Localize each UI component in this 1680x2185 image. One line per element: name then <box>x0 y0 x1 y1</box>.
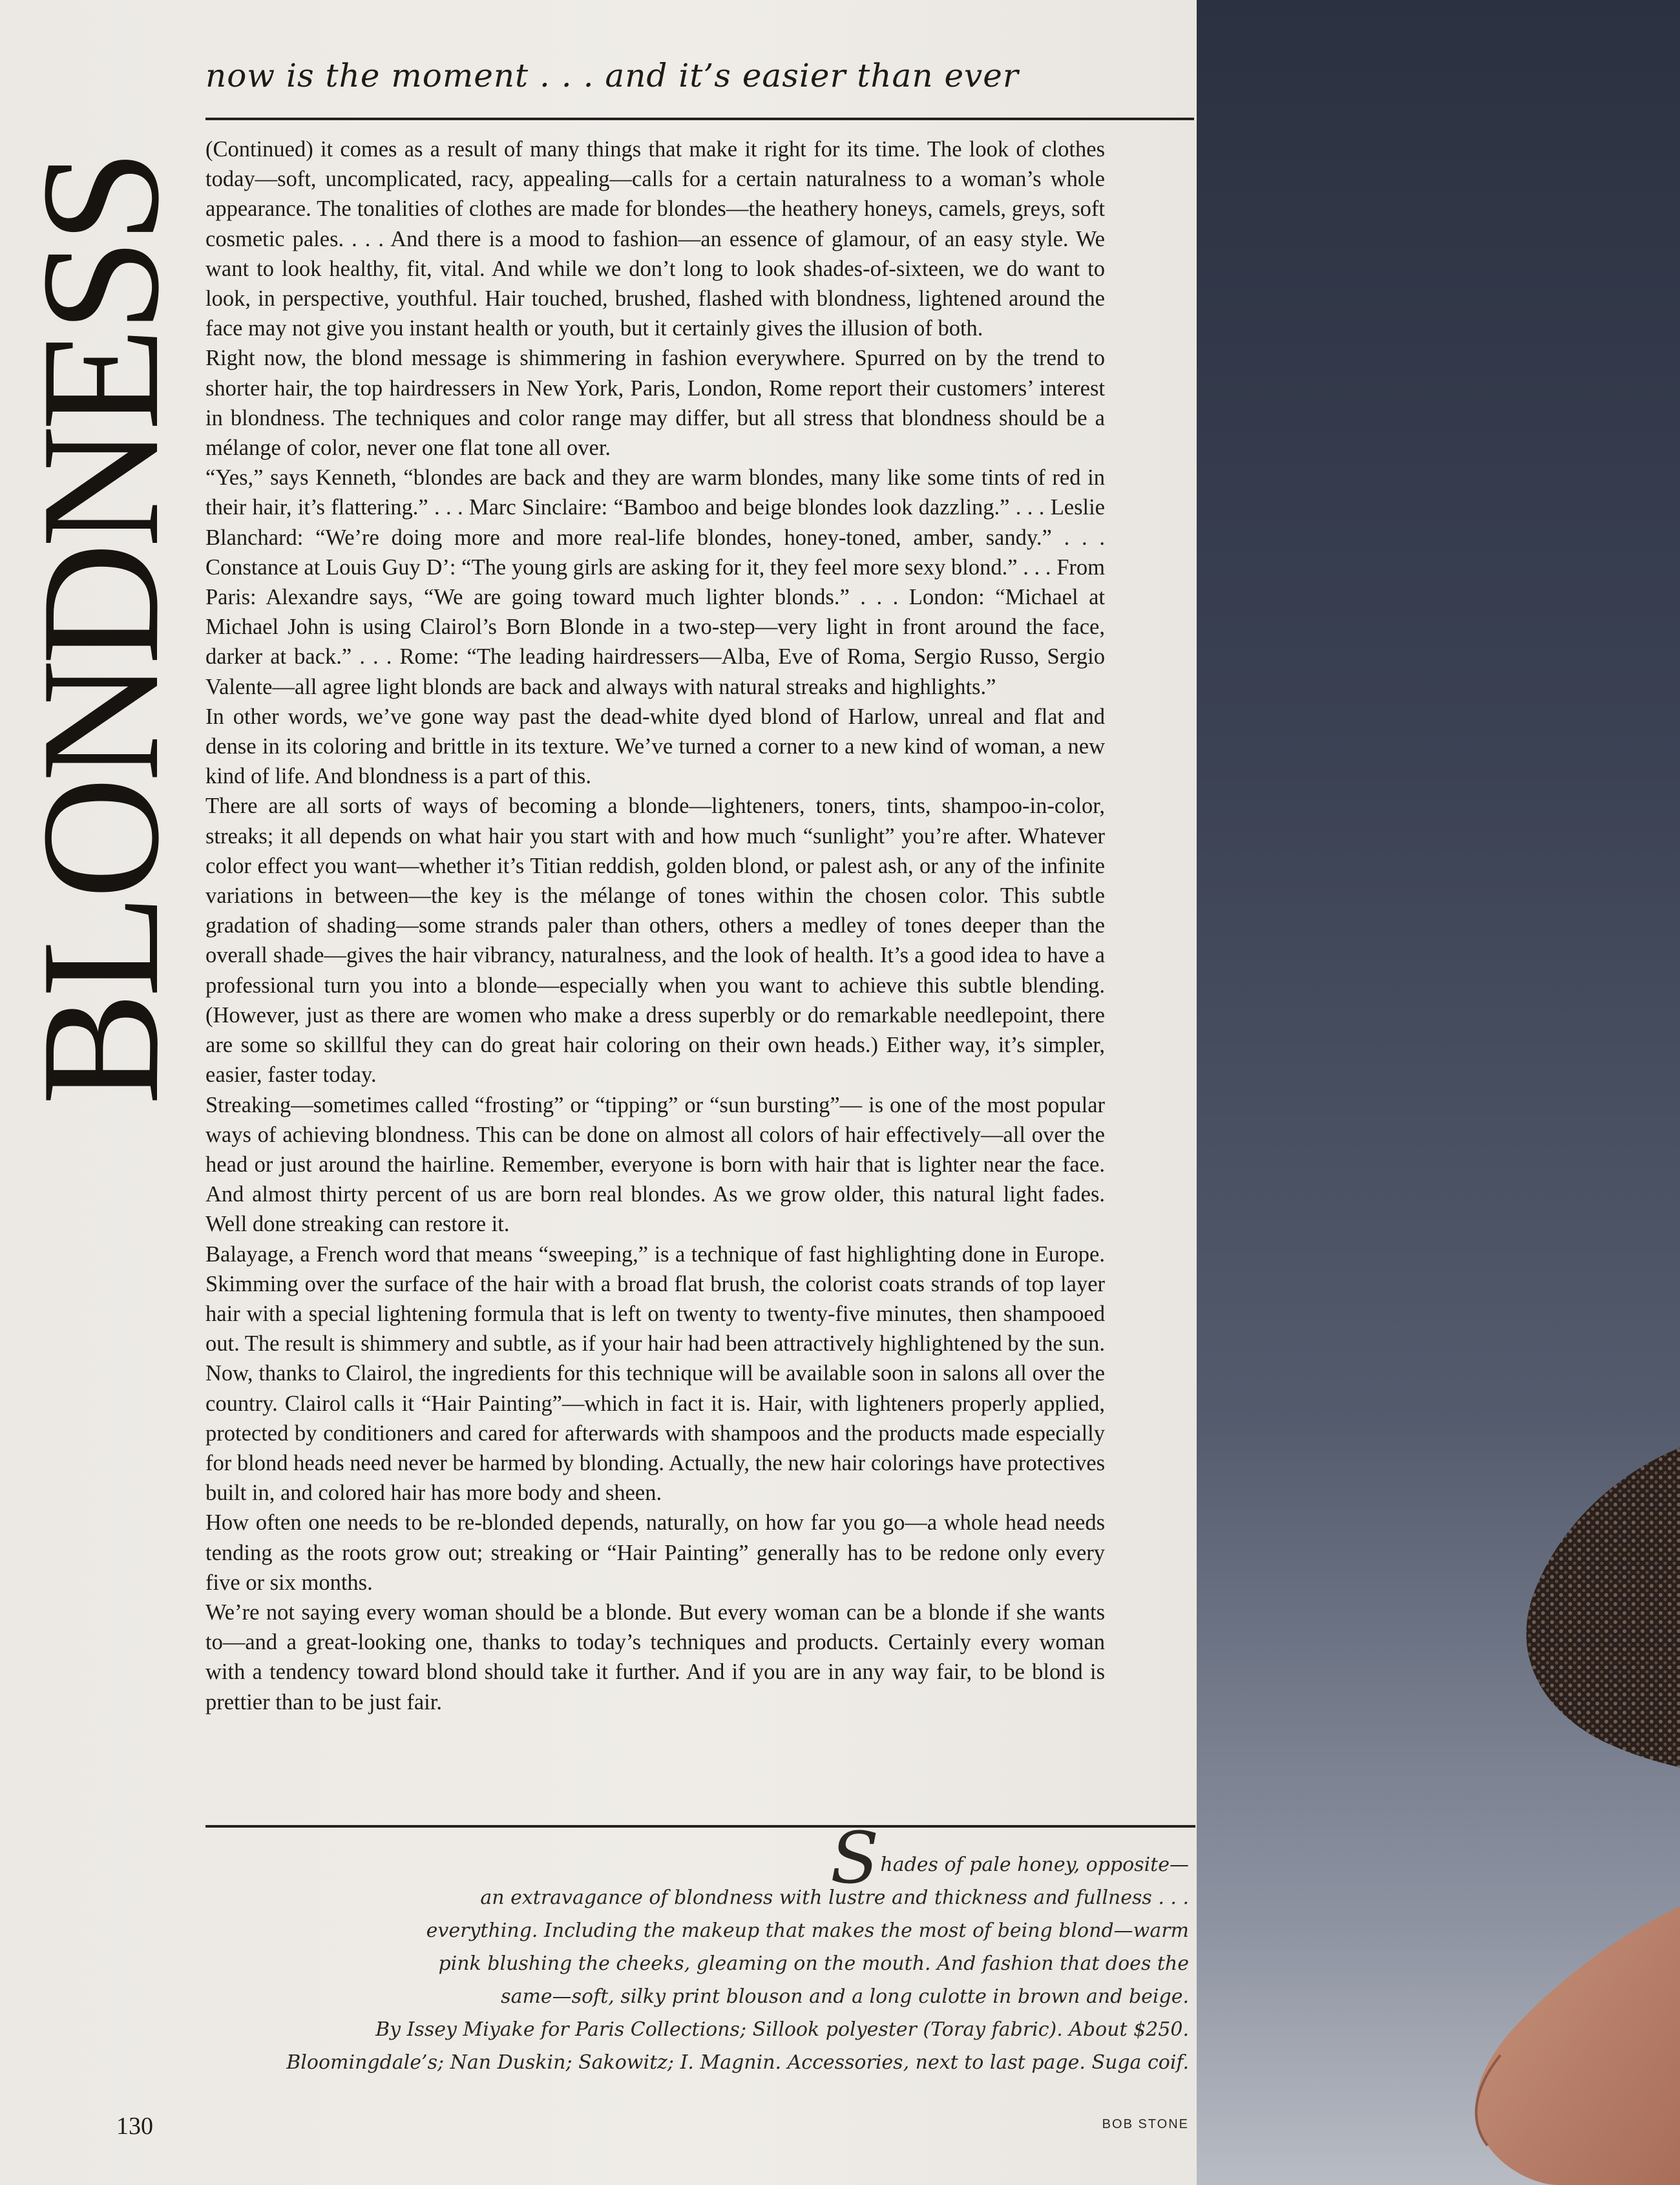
bottom-rule <box>205 1825 1195 1828</box>
article-paragraph: (Continued) it comes as a result of many things that make it right for its time. The look of clothes today—soft, uncomplicated, racy, appealing—calls for a certain naturalness to a woman’s whole appearance. The tonalities of clothes are made for blondes—the heathery honeys, camels, greys, soft cosmetic pales. . . . And there is a mood to fashion—an essence of glamour, of an easy style. We want to look healthy, fit, vital. And while we don’t long to look shades-of-sixteen, we do want to look, in perspective, youthful. Hair touched, brushed, flashed with blondness, lightened around the face may not give you instant health or youth, but it certainly gives the illusion of both. <box>205 137 1105 341</box>
photo-caption <box>246 1817 1189 2079</box>
photo-credit: BOB STONE <box>1102 2117 1189 2131</box>
article-paragraph: Streaking—sometimes called “frosting” or “tipping” or “sun bursting”— is one of the most popular ways of achieving blondness. This can be done on almost all colors of hair effectively—all over the head or just around the hairline. Remember, everyone is born with hair that is lighter near the face. And almost thirty percent of us are born real blondes. As we grow older, this natural light fades. Well done streaking can restore it. <box>205 1092 1105 1237</box>
vertical-title <box>6 0 194 1105</box>
caption-line: Bloomingdale’s; Nan Duskin; Sakowitz; I. Magnin. Accessories, next to last page. Suga coif. <box>286 2051 1189 2074</box>
article-body <box>205 134 1105 1717</box>
headline: now is the moment . . . and it’s easier than ever <box>205 57 1019 94</box>
article-paragraph: “Yes,” says Kenneth, “blondes are back and they are warm blondes, many like some tints of red in their hair, it’s flattering.” . . . Marc Sinclaire: “Bamboo and beige blondes look dazzling.” . . . Leslie Blanchard: “We’re doing more and more real-life blondes, honey-toned, amber, sandy.” . . . Constance at Louis Guy D’: “The young girls are asking for it, they feel more sexy blond.” . . . From Paris: Alexandre says, “We are going toward much lighter blonds.” . . . London: “Michael at Michael John is using Clairol’s Born Blonde in a two-step—very light in front around the face, darker at back.” . . . Rome: “The leading hairdressers—Alba, Eve of Roma, Sergio Russo, Sergio Valente—all agree light blonds are back and always with natural streaks and highlights.” <box>205 465 1105 699</box>
article-paragraph: There are all sorts of ways of becoming a blonde—lighteners, toners, tints, shampoo-in-color, streaks; it all depends on what hair you start with and how much “sunlight” you’re after. Whatever color effect you want—whether it’s Titian reddish, golden blond, or palest ash, or any of the infinite variations in between—the key is the mélange of tones within the chosen color. This subtle gradation of shading—some strands paler than others, others a medley of tones deeper than the overall shade—gives the hair vibrancy, naturalness, and the look of health. It’s a good idea to have a professional turn you into a blonde—especially when you want to achieve this subtle blending. (However, just as there are women who make a dress superbly or do remarkable needlepoint, there are some so skillful they can do great hair coloring on their own heads.) Either way, it’s simpler, easier, faster today. <box>205 794 1105 1088</box>
caption-dropcap: S <box>830 1817 879 1899</box>
article-paragraph: Right now, the blond message is shimmering in fashion everywhere. Spurred on by the trend to shorter hair, the top hairdressers in New York, Paris, London, Rome report their customers’ interest in blondness. The techniques and color range may differ, but all stress that blondness should be a mélange of color, never one flat tone all over. <box>205 346 1105 461</box>
article-paragraph: How often one needs to be re-blonded depends, naturally, on how far you go—a whole head needs tending as the roots grow out; streaking or “Hair Painting” generally has to be redone only every five or six months. <box>205 1510 1105 1595</box>
article-paragraph: Balayage, a French word that means “sweeping,” is a technique of fast highlighting done in Europe. Skimming over the surface of the hair with a broad flat brush, the colorist coats strands of top layer hair with a special lightening formula that is left on twenty to twenty-five minutes, then shampooed out. The result is shimmery and subtle, as if your hair had been attractively highlightened by the sun. Now, thanks to Clairol, the ingredients for this technique will be available soon in salons all over the country. Clairol calls it “Hair Painting”—which in fact it is. Hair, with lighteners properly applied, protected by conditioners and cared for afterwards with shampoos and the products made especially for blond heads need never be harmed by blonding. Actually, the new hair colorings have protectives built in, and colored hair has more body and sheen. <box>205 1241 1105 1506</box>
caption-first-line: hades of pale honey, opposite— <box>880 1853 1189 1876</box>
print-blouson-shape <box>1526 1448 1680 1768</box>
page-number: 130 <box>116 2113 153 2140</box>
fashion-photo <box>1197 0 1680 2185</box>
caption-line: everything. Including the makeup that makes the most of being blond—warm <box>426 1919 1189 1942</box>
hand-shape <box>1476 1906 1680 2185</box>
vertical-title-text: BLONDNESS <box>6 154 194 1105</box>
article-paragraph: We’re not saying every woman should be a blonde. But every woman can be a blonde if she wants to—and a great-looking one, thanks to today’s techniques and products. Certainly every woman with a tendency toward blond should take it further. And if you are in any way fair, to be blond is prettier than to be just fair. <box>205 1599 1105 1715</box>
caption-line: an extravagance of blondness with lustre and thickness and fullness . . . <box>480 1886 1189 1909</box>
article-paragraph: In other words, we’ve gone way past the dead-white dyed blond of Harlow, unreal and flat and dense in its coloring and brittle in its texture. We’ve turned a corner to a new kind of woman, a new kind of life. And blondness is a part of this. <box>205 704 1105 789</box>
caption-line: By Issey Miyake for Paris Collections; Sillook polyester (Toray fabric). About $250. <box>375 2018 1189 2041</box>
top-rule <box>205 118 1194 120</box>
photo-illustration <box>1197 0 1680 2185</box>
caption-line: same—soft, silky print blouson and a long culotte in brown and beige. <box>501 1985 1189 2008</box>
caption-line: pink blushing the cheeks, gleaming on the mouth. And fashion that does the <box>438 1952 1189 1975</box>
